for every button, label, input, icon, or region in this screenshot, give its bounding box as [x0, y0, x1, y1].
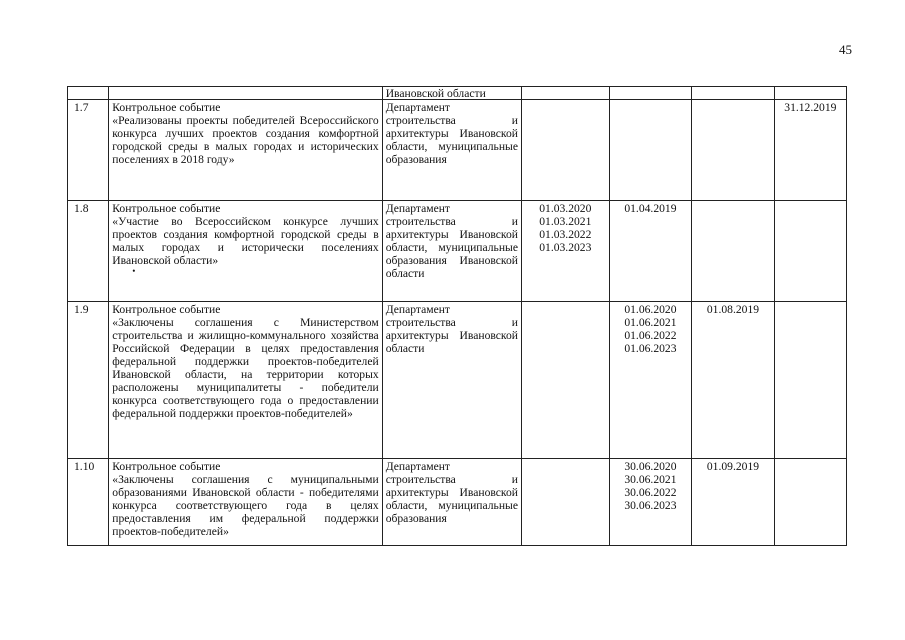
date-cell-f: [692, 459, 775, 546]
date-value: 01.03.2021: [539, 215, 592, 228]
event-description: «Заключены соглашения с муниципальными образованиями Ивановской области - победителями конкурса соответствующего года в целях предоставления им федеральной поддержки проектов-победителей»: [112, 473, 379, 538]
cell-date-g: [774, 87, 846, 100]
event-title: Контрольное событие: [112, 101, 221, 114]
stray-mark: •: [132, 266, 136, 276]
date-cell-e: [609, 100, 692, 201]
date-value: 01.03.2022: [539, 228, 592, 241]
event-description: «Участие во Всероссийском конкурсе лучших проектов создания комфортной городской среды в малых городах и исторически поселениях Ивановской области»: [112, 215, 379, 267]
date-cell-g: [774, 302, 846, 459]
date-value: 01.06.2022: [624, 329, 677, 342]
date-value: 01.06.2020: [624, 303, 677, 316]
date-value: 01.03.2023: [539, 241, 592, 254]
date-value: 01.06.2021: [624, 316, 677, 329]
executor-cell: Департамент строительства и архитектуры Ивановской области, муниципальные образования: [382, 459, 521, 546]
cell-date-f: [692, 87, 775, 100]
event-description: «Заключены соглашения с Министерством строительства и жилищно-коммунального хозяйства Российской Федерации в целях предоставления федеральной поддержки проектов-победителей Ивановской области, на территории которых расположены муниципалитеты - победители конкурса соответствующего года о предоставлении федеральной поддержки проектов-победителей»: [112, 316, 379, 420]
date-cell-e: [609, 459, 692, 546]
control-events-table: [67, 86, 847, 546]
date-value: 30.06.2020: [624, 460, 677, 473]
date-cell-f: [692, 201, 775, 302]
date-value: 01.04.2019: [624, 202, 677, 215]
table-row: [68, 302, 847, 459]
cell-date-e: [609, 87, 692, 100]
event-title: Контрольное событие: [112, 460, 221, 473]
date-cell-g: [774, 100, 846, 201]
table-row: [68, 201, 847, 302]
executor-cell: Департамент строительства и архитектуры Ивановской области, муниципальные образования Ивановской области: [382, 201, 521, 302]
event-title: Контрольное событие: [112, 202, 221, 215]
row-number: 1.7: [68, 100, 109, 201]
executor-cell: Департамент строительства и архитектуры Ивановской области, муниципальные образования: [382, 100, 521, 201]
event-description: «Реализованы проекты победителей Всероссийского конкурса лучших проектов создания комфортной городской среды в малых городах и исторических поселениях в 2018 году»: [112, 114, 379, 166]
continuation-row: [68, 87, 847, 100]
date-cell-g: [774, 459, 846, 546]
table-row: [68, 459, 847, 546]
date-cell-d: [521, 302, 609, 459]
row-number: 1.10: [68, 459, 109, 546]
date-value: 31.12.2019: [784, 101, 837, 114]
row-number: 1.8: [68, 201, 109, 302]
date-value: 01.08.2019: [706, 303, 760, 316]
date-cell-e: [609, 201, 692, 302]
date-value: 30.06.2022: [624, 486, 677, 499]
event-cell: [109, 302, 382, 459]
date-cell-g: [774, 201, 846, 302]
date-value: 01.09.2019: [706, 460, 760, 473]
event-cell: [109, 459, 382, 546]
row-number: 1.9: [68, 302, 109, 459]
date-value: 01.06.2023: [624, 342, 677, 355]
date-cell-f: [692, 100, 775, 201]
date-cell-d: [521, 459, 609, 546]
date-cell-d: [521, 100, 609, 201]
cell-num: [68, 87, 109, 100]
date-cell-e: [609, 302, 692, 459]
date-cell-d: [521, 201, 609, 302]
executor-cell: Департамент строительства и архитектуры Ивановской области: [382, 302, 521, 459]
event-title: Контрольное событие: [112, 303, 221, 316]
cell-executor: Ивановской области: [382, 87, 521, 100]
table-row: [68, 100, 847, 201]
event-cell: [109, 201, 382, 302]
date-value: 30.06.2023: [624, 499, 677, 512]
date-value: 01.03.2020: [539, 202, 592, 215]
cell-date-d: [521, 87, 609, 100]
event-cell: [109, 100, 382, 201]
date-cell-f: [692, 302, 775, 459]
date-value: 30.06.2021: [624, 473, 677, 486]
page-number: 45: [839, 42, 852, 57]
cell-description: [109, 87, 382, 100]
